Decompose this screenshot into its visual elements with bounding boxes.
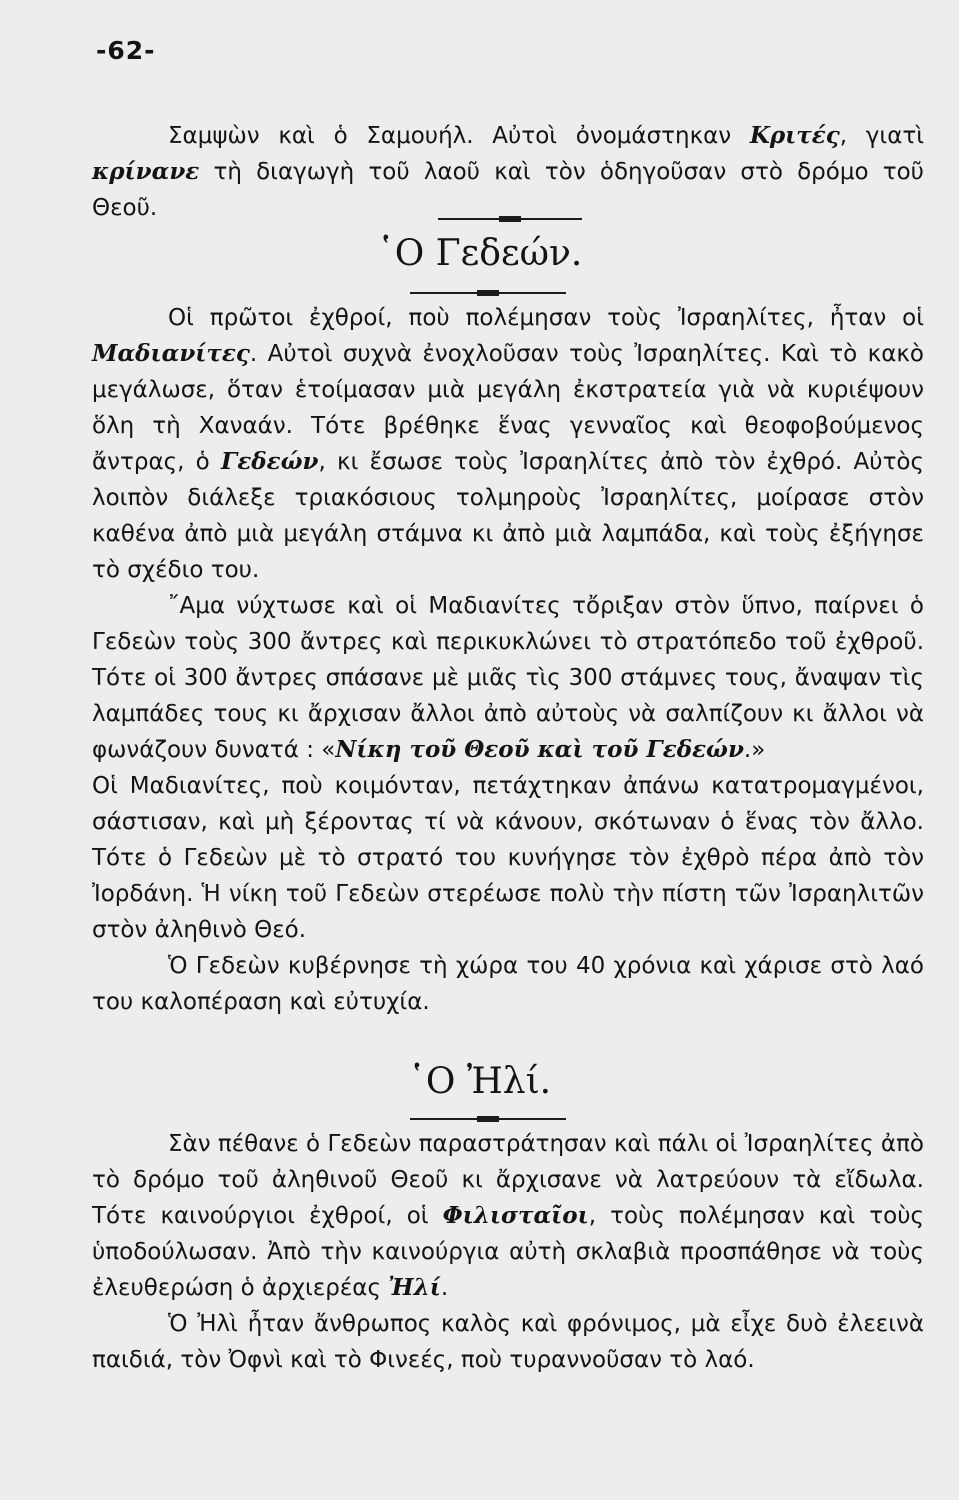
eli-p1-text-c: . — [440, 1275, 449, 1301]
eli-p1-text-a: Σὰν πέθανε ὁ Γεδεὼν παραστράτησαν καὶ πάλι οἱ Ἰσραηλίτες ἀπὸ τὸ δρόμο τοῦ ἀληθινοῦ Θεοῦ κι ἄρχισανε νὰ λατρεύουν τὰ εἴδωλα. Τότε καινούργιοι ἐχθροί, οἱ — [92, 1131, 924, 1229]
intro-emphasis-krinane: κρίνανε — [92, 158, 200, 185]
eli-paragraph-1 — [92, 1126, 924, 1306]
gideon-section-body — [92, 300, 924, 1020]
gideon-paragraph-4: Ὁ Γεδεὼν κυβέρνησε τὴ χώρα του 40 χρόνια καὶ χάρισε στὸ λαό του καλοπέραση καὶ εὐτυχία. — [92, 953, 924, 1015]
gideon-p1-emphasis-gedeon: Γεδεών — [221, 448, 319, 475]
eli-p1-emphasis-eli: Ἠλί — [388, 1274, 441, 1301]
intro-paragraph — [92, 118, 924, 226]
section-title-gideon: ῾Ο Γεδεών. — [376, 233, 583, 274]
gideon-p1-text-b: . Αὐτοὶ συχνὰ ἐνοχλοῦσαν τοὺς Ἰσραηλίτες. Καὶ τὸ κακὸ μεγάλωσε, ὅταν ἑτοίμασαν μιὰ μεγάλη ἐκστρατεία γιὰ νὰ κυριέψουν ὅλη τὴ Χαναάν. Τότε βρέθηκε ἕνας γενναῖος καὶ θεοφοβούμενος ἄντρας, ὁ — [92, 341, 924, 475]
gideon-paragraph-1 — [92, 300, 924, 588]
eli-section-body — [92, 1126, 924, 1378]
section-title-eli: ῾Ο Ἠλί. — [407, 1061, 552, 1102]
gideon-p2-text-a: ῎Αμα νύχτωσε καὶ οἱ Μαδιανίτες τὄριξαν στὸν ὕπνο, παίρνει ὁ Γεδεὼν τοὺς 300 ἄντρες καὶ περικυκλώνει τὸ στρατόπεδο τοῦ ἐχθροῦ. Τότε οἱ 300 ἄντρες σπάσανε μὲ μιᾶς τὶς 300 στάμνες τους, ἄναψαν τὶς λαμπάδες τους κι ἄρχισαν ἄλλοι ἀπὸ αὐτοὺς νὰ σαλπίζουν κι ἄλλοι νὰ φωνάζουν δυνατά : « — [92, 593, 924, 763]
gideon-paragraph-2 — [92, 588, 924, 768]
divider-rule — [438, 218, 582, 220]
divider-rule — [410, 292, 566, 294]
eli-paragraph-2: Ὁ Ἠλὶ ἦταν ἄνθρωπος καλὸς καὶ φρόνιμος, μὰ εἶχε δυὸ ἐλεεινὰ παιδιά, τὸν Ὀφνὶ καὶ τὸ Φινεές, ποὺ τυραννοῦσαν τὸ λαό. — [92, 1311, 924, 1373]
gideon-paragraph-3: Οἱ Μαδιανίτες, ποὺ κοιμόνταν, πετάχτηκαν ἀπάνω κατατρομαγμένοι, σάστισαν, καὶ μὴ ξέροντας τί νὰ κάνουν, σκότωναν ὁ ἕνας τὸν ἄλλο. Τότε ὁ Γεδεὼν μὲ τὸ στρατό του κυνήγησε τὸν ἐχθρὸ πέρα ἀπὸ τὸν Ἰορδάνη. Ἡ νίκη τοῦ Γεδεὼν στερέωσε πολὺ τὴν πίστη τῶν Ἰσραηλιτῶν στὸν ἀληθινὸ Θεό. — [92, 773, 924, 943]
gideon-p1-emphasis-madianites: Μαδιανίτες — [92, 340, 250, 367]
gideon-p1-text-a: Οἱ πρῶτοι ἐχθροί, ποὺ πολέμησαν τοὺς Ἰσραηλίτες, ἦταν οἱ — [168, 305, 924, 331]
eli-p1-emphasis-philistaioi: Φιλισταῖοι — [442, 1202, 589, 1229]
gideon-p1-text-c: , κι ἔσωσε τοὺς Ἰσραηλίτες ἀπὸ τὸν ἐχθρό. Αὐτὸς λοιπὸν διάλεξε τριακόσιους τολμηροὺς Ἰσραηλίτες, μοίρασε στὸν καθένα ἀπὸ μιὰ μεγάλη στάμνα κι ἀπὸ μιὰ λαμπάδα, καὶ τοὺς ἐξήγησε τὸ σχέδιο του. — [92, 449, 925, 583]
divider-rule — [410, 1118, 566, 1120]
eli-p1-text-b: , τοὺς πολέμησαν καὶ τοὺς ὑποδούλωσαν. Ἀπὸ τὴν καινούργια αὐτὴ σκλαβιὰ προσπάθησε νὰ τοὺς ἐλευθερώση ὁ ἀρχιερέας — [92, 1203, 924, 1301]
gideon-p2-text-b: .» — [743, 737, 766, 763]
intro-text-b: , γιατὶ — [839, 123, 924, 149]
page-number: -62- — [96, 36, 156, 65]
intro-emphasis-kritas: Κριτές — [749, 122, 840, 149]
intro-text-c: τὴ διαγωγὴ τοῦ λαοῦ καὶ τὸν ὁδηγοῦσαν στὸ δρόμο τοῦ Θεοῦ. — [92, 159, 924, 221]
gideon-p2-emphasis-nike: Νίκη τοῦ Θεοῦ καὶ τοῦ Γεδεών — [335, 736, 744, 763]
intro-text-a: Σαμψὼν καὶ ὁ Σαμουήλ. Αὐτοὶ ὀνομάστηκαν — [168, 123, 750, 149]
